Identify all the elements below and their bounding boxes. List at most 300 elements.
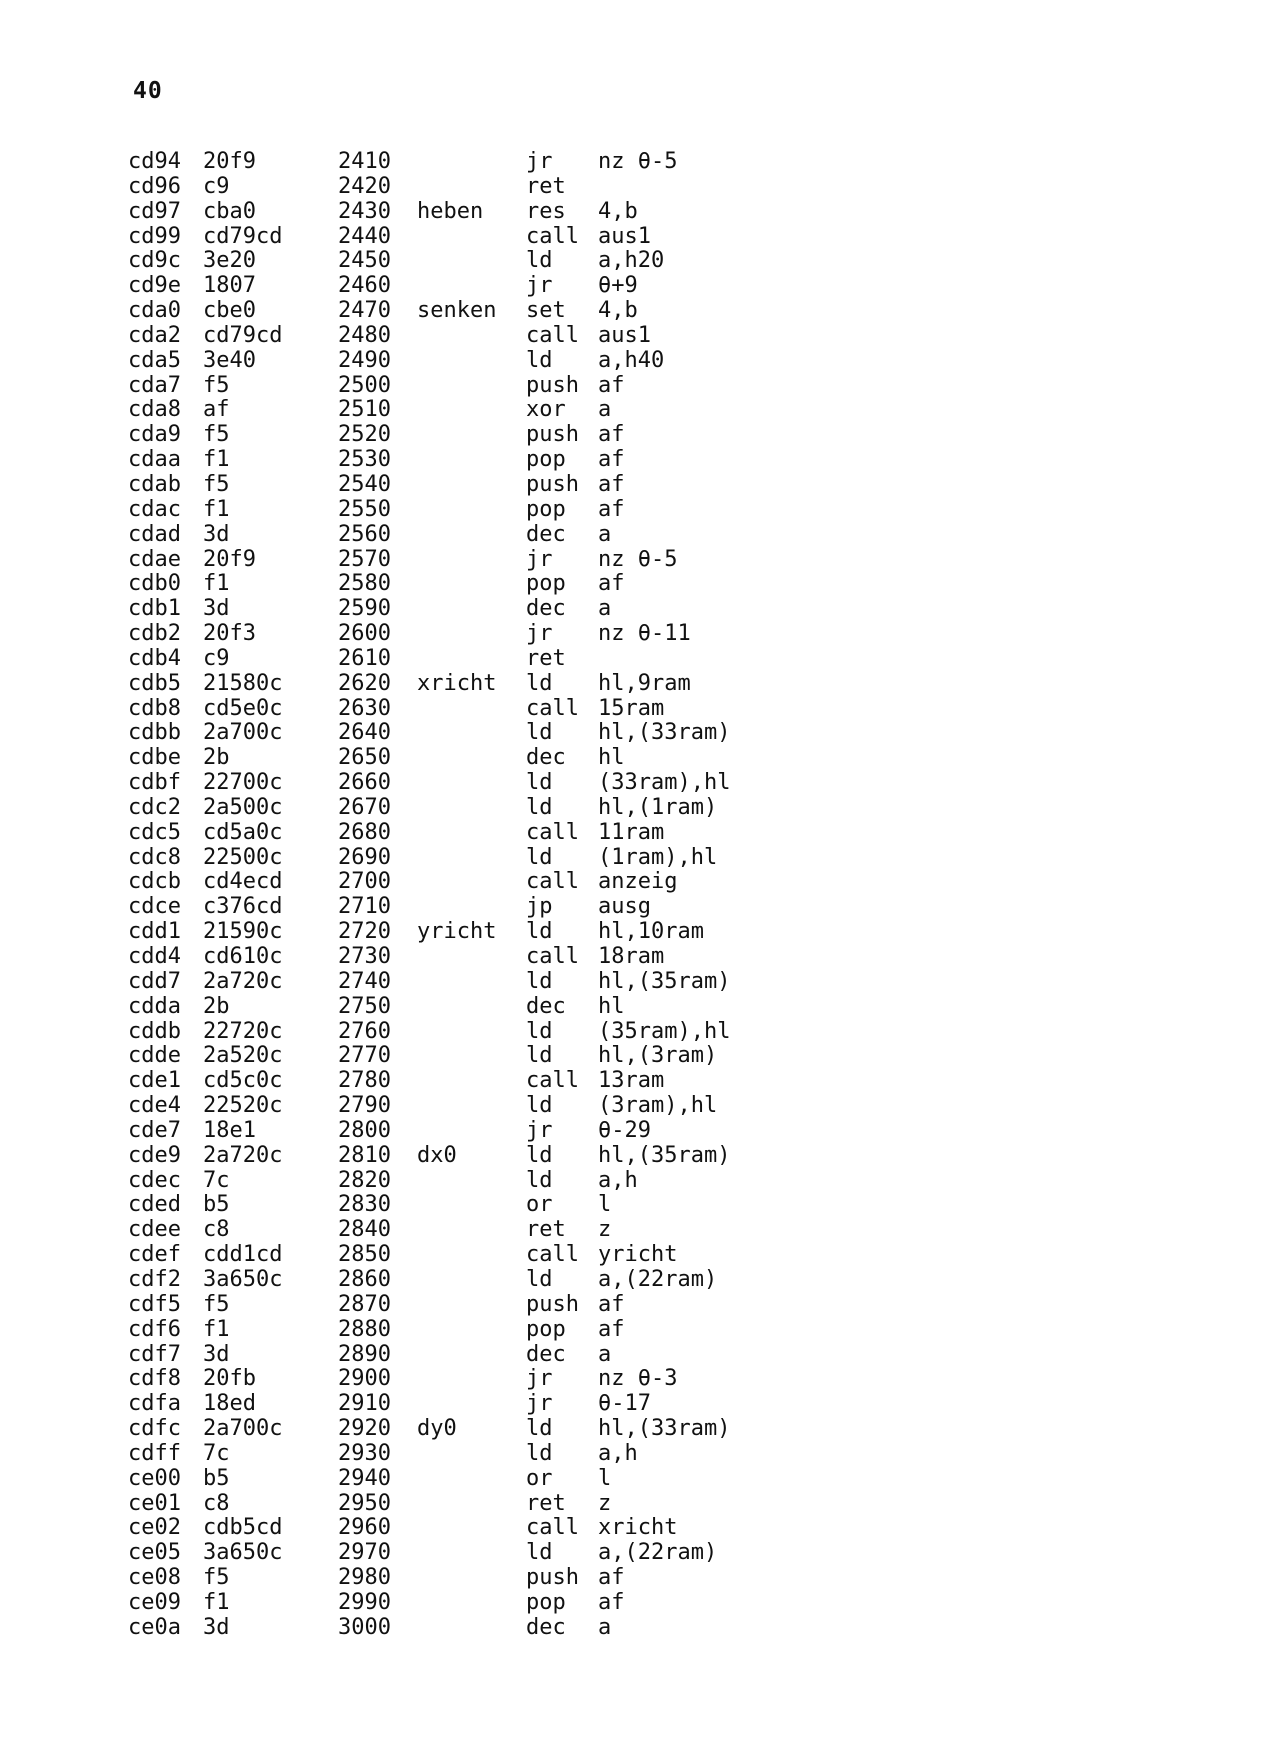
mnemonic: jr	[526, 546, 553, 572]
address: cdaa	[128, 447, 181, 473]
operand: af	[598, 422, 625, 448]
mnemonic: ld	[526, 347, 553, 373]
operand: z	[598, 1217, 612, 1243]
address: ce02	[128, 1515, 181, 1541]
address: cdf8	[128, 1366, 181, 1392]
listing-row	[128, 200, 1128, 225]
hex-code: cdb5cd	[203, 1515, 283, 1541]
listing-row	[128, 299, 1128, 324]
mnemonic: jr	[526, 621, 553, 647]
line-number: 2420	[338, 173, 391, 199]
address: ce00	[128, 1465, 181, 1491]
mnemonic: jr	[526, 1117, 553, 1143]
hex-code: 3d	[203, 521, 230, 547]
operand: aus1	[598, 322, 651, 348]
operand: l	[598, 1192, 612, 1218]
mnemonic: ld	[526, 1018, 553, 1044]
label: senken	[417, 298, 497, 324]
mnemonic: call	[526, 695, 579, 721]
listing-row	[128, 1318, 1128, 1343]
line-number: 2670	[338, 794, 391, 820]
listing-row	[128, 1442, 1128, 1467]
hex-code: f1	[203, 496, 230, 522]
mnemonic: dec	[526, 745, 566, 771]
operand: hl,9ram	[598, 670, 691, 696]
operand: hl	[598, 993, 625, 1019]
mnemonic: ret	[526, 173, 566, 199]
label: heben	[417, 198, 484, 224]
listing-row	[128, 1616, 1128, 1641]
operand: l	[598, 1465, 612, 1491]
operand: af	[598, 1316, 625, 1342]
hex-code: 3e20	[203, 248, 256, 274]
listing-row	[128, 771, 1128, 796]
operand: a,h20	[598, 248, 665, 274]
listing-row	[128, 1243, 1128, 1268]
line-number: 2980	[338, 1565, 391, 1591]
line-number: 2630	[338, 695, 391, 721]
line-number: 2650	[338, 745, 391, 771]
mnemonic: push	[526, 372, 579, 398]
mnemonic: jr	[526, 273, 553, 299]
mnemonic: call	[526, 223, 579, 249]
line-number: 2660	[338, 770, 391, 796]
hex-code: f5	[203, 1565, 230, 1591]
address: cdbe	[128, 745, 181, 771]
operand: 15ram	[598, 695, 665, 721]
operand: 4,b	[598, 298, 638, 324]
listing-row	[128, 1367, 1128, 1392]
label: dx0	[417, 1142, 457, 1168]
hex-code: 20f3	[203, 621, 256, 647]
listing-row	[128, 1541, 1128, 1566]
hex-code: cd5c0c	[203, 1068, 283, 1094]
operand: ausg	[598, 894, 651, 920]
hex-code: f1	[203, 571, 230, 597]
mnemonic: jp	[526, 894, 553, 920]
listing-row	[128, 548, 1128, 573]
operand: a,(22ram)	[598, 1540, 718, 1566]
mnemonic: ld	[526, 720, 553, 746]
address: cde1	[128, 1068, 181, 1094]
hex-code: 21580c	[203, 670, 283, 696]
address: cdb0	[128, 571, 181, 597]
address: cdf7	[128, 1341, 181, 1367]
hex-code: 2b	[203, 745, 230, 771]
operand: af	[598, 447, 625, 473]
line-number: 2870	[338, 1291, 391, 1317]
mnemonic: ld	[526, 248, 553, 274]
hex-code: 7c	[203, 1167, 230, 1193]
page-number: 40	[133, 78, 163, 104]
listing-row	[128, 1392, 1128, 1417]
mnemonic: pop	[526, 1316, 566, 1342]
hex-code: 18ed	[203, 1391, 256, 1417]
listing-row	[128, 1193, 1128, 1218]
hex-code: 2a500c	[203, 794, 283, 820]
address: cda8	[128, 397, 181, 423]
operand: (35ram),hl	[598, 1018, 731, 1044]
line-number: 2620	[338, 670, 391, 696]
mnemonic: ld	[526, 968, 553, 994]
line-number: 2900	[338, 1366, 391, 1392]
listing-row	[128, 498, 1128, 523]
address: cdbb	[128, 720, 181, 746]
hex-code: af	[203, 397, 230, 423]
mnemonic: call	[526, 1242, 579, 1268]
operand: hl,(35ram)	[598, 968, 731, 994]
line-number: 2950	[338, 1490, 391, 1516]
hex-code: f5	[203, 372, 230, 398]
hex-code: 20fb	[203, 1366, 256, 1392]
label: xricht	[417, 670, 497, 696]
hex-code: 2a520c	[203, 1043, 283, 1069]
hex-code: 22500c	[203, 844, 283, 870]
line-number: 2780	[338, 1068, 391, 1094]
address: cdfc	[128, 1416, 181, 1442]
listing-row	[128, 1343, 1128, 1368]
listing-row	[128, 721, 1128, 746]
operand: z	[598, 1490, 612, 1516]
mnemonic: ld	[526, 1416, 553, 1442]
line-number: 2470	[338, 298, 391, 324]
address: cdec	[128, 1167, 181, 1193]
address: cd99	[128, 223, 181, 249]
line-number: 2490	[338, 347, 391, 373]
operand: θ+9	[598, 273, 638, 299]
hex-code: cbe0	[203, 298, 256, 324]
mnemonic: dec	[526, 993, 566, 1019]
hex-code: f1	[203, 1589, 230, 1615]
address: cdf2	[128, 1266, 181, 1292]
mnemonic: call	[526, 1515, 579, 1541]
hex-code: c9	[203, 645, 230, 671]
operand: (1ram),hl	[598, 844, 718, 870]
listing-row	[128, 448, 1128, 473]
line-number: 2960	[338, 1515, 391, 1541]
listing-row	[128, 374, 1128, 399]
line-number: 2600	[338, 621, 391, 647]
line-number: 2710	[338, 894, 391, 920]
hex-code: b5	[203, 1192, 230, 1218]
address: cdff	[128, 1440, 181, 1466]
listing-row	[128, 622, 1128, 647]
operand: nz θ-3	[598, 1366, 678, 1392]
listing-row	[128, 1293, 1128, 1318]
address: cdb2	[128, 621, 181, 647]
address: cdbf	[128, 770, 181, 796]
hex-code: 3a650c	[203, 1266, 283, 1292]
address: cd96	[128, 173, 181, 199]
address: cda5	[128, 347, 181, 373]
hex-code: f1	[203, 1316, 230, 1342]
address: ce09	[128, 1589, 181, 1615]
listing-row	[128, 821, 1128, 846]
operand: a,h	[598, 1167, 638, 1193]
mnemonic: res	[526, 198, 566, 224]
hex-code: 2b	[203, 993, 230, 1019]
mnemonic: ld	[526, 919, 553, 945]
operand: θ-29	[598, 1117, 651, 1143]
listing-row	[128, 175, 1128, 200]
mnemonic: ld	[526, 1142, 553, 1168]
hex-code: c8	[203, 1217, 230, 1243]
operand: af	[598, 1565, 625, 1591]
address: cdd1	[128, 919, 181, 945]
address: cde9	[128, 1142, 181, 1168]
line-number: 3000	[338, 1614, 391, 1640]
address: cd9e	[128, 273, 181, 299]
hex-code: cd79cd	[203, 322, 283, 348]
hex-code: 1807	[203, 273, 256, 299]
address: cdf5	[128, 1291, 181, 1317]
listing-row	[128, 1169, 1128, 1194]
hex-code: 3d	[203, 1341, 230, 1367]
listing-row	[128, 846, 1128, 871]
listing-row	[128, 1144, 1128, 1169]
hex-code: 3d	[203, 596, 230, 622]
address: cdef	[128, 1242, 181, 1268]
listing-row	[128, 995, 1128, 1020]
line-number: 2640	[338, 720, 391, 746]
listing-row	[128, 1069, 1128, 1094]
mnemonic: jr	[526, 1366, 553, 1392]
address: cd94	[128, 149, 181, 174]
address: cdee	[128, 1217, 181, 1243]
line-number: 2610	[338, 645, 391, 671]
hex-code: 2a720c	[203, 968, 283, 994]
line-number: 2440	[338, 223, 391, 249]
mnemonic: ld	[526, 1167, 553, 1193]
line-number: 2570	[338, 546, 391, 572]
listing-row	[128, 945, 1128, 970]
address: cdd4	[128, 944, 181, 969]
line-number: 2820	[338, 1167, 391, 1193]
mnemonic: ld	[526, 1440, 553, 1466]
operand: hl,(33ram)	[598, 720, 731, 746]
line-number: 2590	[338, 596, 391, 622]
address: cdb1	[128, 596, 181, 622]
address: cde4	[128, 1093, 181, 1119]
hex-code: 20f9	[203, 546, 256, 572]
line-number: 2770	[338, 1043, 391, 1069]
address: cddb	[128, 1018, 181, 1044]
address: ce0a	[128, 1614, 181, 1640]
address: cdf6	[128, 1316, 181, 1342]
line-number: 2690	[338, 844, 391, 870]
hex-code: c9	[203, 173, 230, 199]
mnemonic: dec	[526, 1614, 566, 1640]
line-number: 2850	[338, 1242, 391, 1268]
address: cdb4	[128, 645, 181, 671]
address: cded	[128, 1192, 181, 1218]
address: cdcb	[128, 869, 181, 895]
mnemonic: call	[526, 1068, 579, 1094]
hex-code: 22520c	[203, 1093, 283, 1119]
address: cda0	[128, 298, 181, 324]
address: cdc5	[128, 819, 181, 845]
line-number: 2890	[338, 1341, 391, 1367]
address: cda9	[128, 422, 181, 448]
operand: af	[598, 471, 625, 497]
mnemonic: jr	[526, 1391, 553, 1417]
listing-row	[128, 895, 1128, 920]
mnemonic: pop	[526, 571, 566, 597]
mnemonic: ld	[526, 1043, 553, 1069]
address: cd97	[128, 198, 181, 224]
listing-row	[128, 1467, 1128, 1492]
listing-row	[128, 697, 1128, 722]
line-number: 2940	[338, 1465, 391, 1491]
operand: a,h	[598, 1440, 638, 1466]
hex-code: c8	[203, 1490, 230, 1516]
listing-row	[128, 249, 1128, 274]
address: cdc2	[128, 794, 181, 820]
hex-code: 3d	[203, 1614, 230, 1640]
operand: hl,(35ram)	[598, 1142, 731, 1168]
line-number: 2410	[338, 149, 391, 174]
line-number: 2910	[338, 1391, 391, 1417]
mnemonic: call	[526, 869, 579, 895]
line-number: 2540	[338, 471, 391, 497]
hex-code: f1	[203, 447, 230, 473]
listing-row	[128, 1218, 1128, 1243]
operand: a,h40	[598, 347, 665, 373]
operand: yricht	[598, 1242, 678, 1268]
operand: (3ram),hl	[598, 1093, 718, 1119]
hex-code: cd610c	[203, 944, 283, 969]
operand: a	[598, 1614, 612, 1640]
listing-row	[128, 920, 1128, 945]
mnemonic: or	[526, 1465, 553, 1491]
line-number: 2830	[338, 1192, 391, 1218]
mnemonic: ld	[526, 794, 553, 820]
mnemonic: ret	[526, 1217, 566, 1243]
mnemonic: dec	[526, 1341, 566, 1367]
operand: (33ram),hl	[598, 770, 731, 796]
hex-code: 2a700c	[203, 720, 283, 746]
address: cdd7	[128, 968, 181, 994]
listing-row	[128, 349, 1128, 374]
mnemonic: dec	[526, 521, 566, 547]
listing-row	[128, 597, 1128, 622]
hex-code: cd5a0c	[203, 819, 283, 845]
listing-row	[128, 1119, 1128, 1144]
hex-code: 22720c	[203, 1018, 283, 1044]
line-number: 2800	[338, 1117, 391, 1143]
operand: nz θ-5	[598, 149, 678, 174]
mnemonic: ret	[526, 1490, 566, 1516]
address: cd9c	[128, 248, 181, 274]
mnemonic: pop	[526, 447, 566, 473]
listing-row	[128, 1591, 1128, 1616]
mnemonic: jr	[526, 149, 553, 174]
listing-row	[128, 970, 1128, 995]
listing-row	[128, 796, 1128, 821]
hex-code: cd4ecd	[203, 869, 283, 895]
operand: aus1	[598, 223, 651, 249]
label: yricht	[417, 919, 497, 945]
mnemonic: ld	[526, 1093, 553, 1119]
listing-row	[128, 150, 1128, 175]
line-number: 2860	[338, 1266, 391, 1292]
line-number: 2920	[338, 1416, 391, 1442]
listing-row	[128, 572, 1128, 597]
line-number: 2520	[338, 422, 391, 448]
operand: nz θ-11	[598, 621, 691, 647]
line-number: 2450	[338, 248, 391, 274]
address: cdfa	[128, 1391, 181, 1417]
operand: hl	[598, 745, 625, 771]
line-number: 2760	[338, 1018, 391, 1044]
line-number: 2740	[338, 968, 391, 994]
mnemonic: pop	[526, 496, 566, 522]
line-number: 2460	[338, 273, 391, 299]
mnemonic: xor	[526, 397, 566, 423]
listing-row	[128, 398, 1128, 423]
hex-code: 20f9	[203, 149, 256, 174]
hex-code: 18e1	[203, 1117, 256, 1143]
hex-code: 22700c	[203, 770, 283, 796]
operand: hl,(33ram)	[598, 1416, 731, 1442]
operand: xricht	[598, 1515, 678, 1541]
mnemonic: ld	[526, 1266, 553, 1292]
address: cdad	[128, 521, 181, 547]
address: cdda	[128, 993, 181, 1019]
listing-row	[128, 473, 1128, 498]
operand: θ-17	[598, 1391, 651, 1417]
mnemonic: pop	[526, 1589, 566, 1615]
line-number: 2680	[338, 819, 391, 845]
mnemonic: call	[526, 322, 579, 348]
operand: a	[598, 397, 612, 423]
listing-row	[128, 870, 1128, 895]
operand: a	[598, 1341, 612, 1367]
hex-code: 2a700c	[203, 1416, 283, 1442]
line-number: 2480	[338, 322, 391, 348]
operand: 11ram	[598, 819, 665, 845]
operand: 13ram	[598, 1068, 665, 1094]
operand: 18ram	[598, 944, 665, 969]
address: cda7	[128, 372, 181, 398]
listing-row	[128, 746, 1128, 771]
listing-row	[128, 1417, 1128, 1442]
address: ce05	[128, 1540, 181, 1566]
hex-code: f5	[203, 422, 230, 448]
mnemonic: ret	[526, 645, 566, 671]
listing-row	[128, 1020, 1128, 1045]
line-number: 2530	[338, 447, 391, 473]
listing-row	[128, 274, 1128, 299]
mnemonic: call	[526, 819, 579, 845]
line-number: 2730	[338, 944, 391, 969]
hex-code: c376cd	[203, 894, 283, 920]
address: cdab	[128, 471, 181, 497]
hex-code: cd5e0c	[203, 695, 283, 721]
address: cdb8	[128, 695, 181, 721]
address: cdb5	[128, 670, 181, 696]
listing-row	[128, 423, 1128, 448]
listing-row	[128, 1516, 1128, 1541]
address: cdde	[128, 1043, 181, 1069]
hex-code: f5	[203, 1291, 230, 1317]
listing-row	[128, 324, 1128, 349]
address: cdce	[128, 894, 181, 920]
mnemonic: ld	[526, 670, 553, 696]
assembly-listing	[128, 150, 1128, 1641]
line-number: 2990	[338, 1589, 391, 1615]
hex-code: 3e40	[203, 347, 256, 373]
